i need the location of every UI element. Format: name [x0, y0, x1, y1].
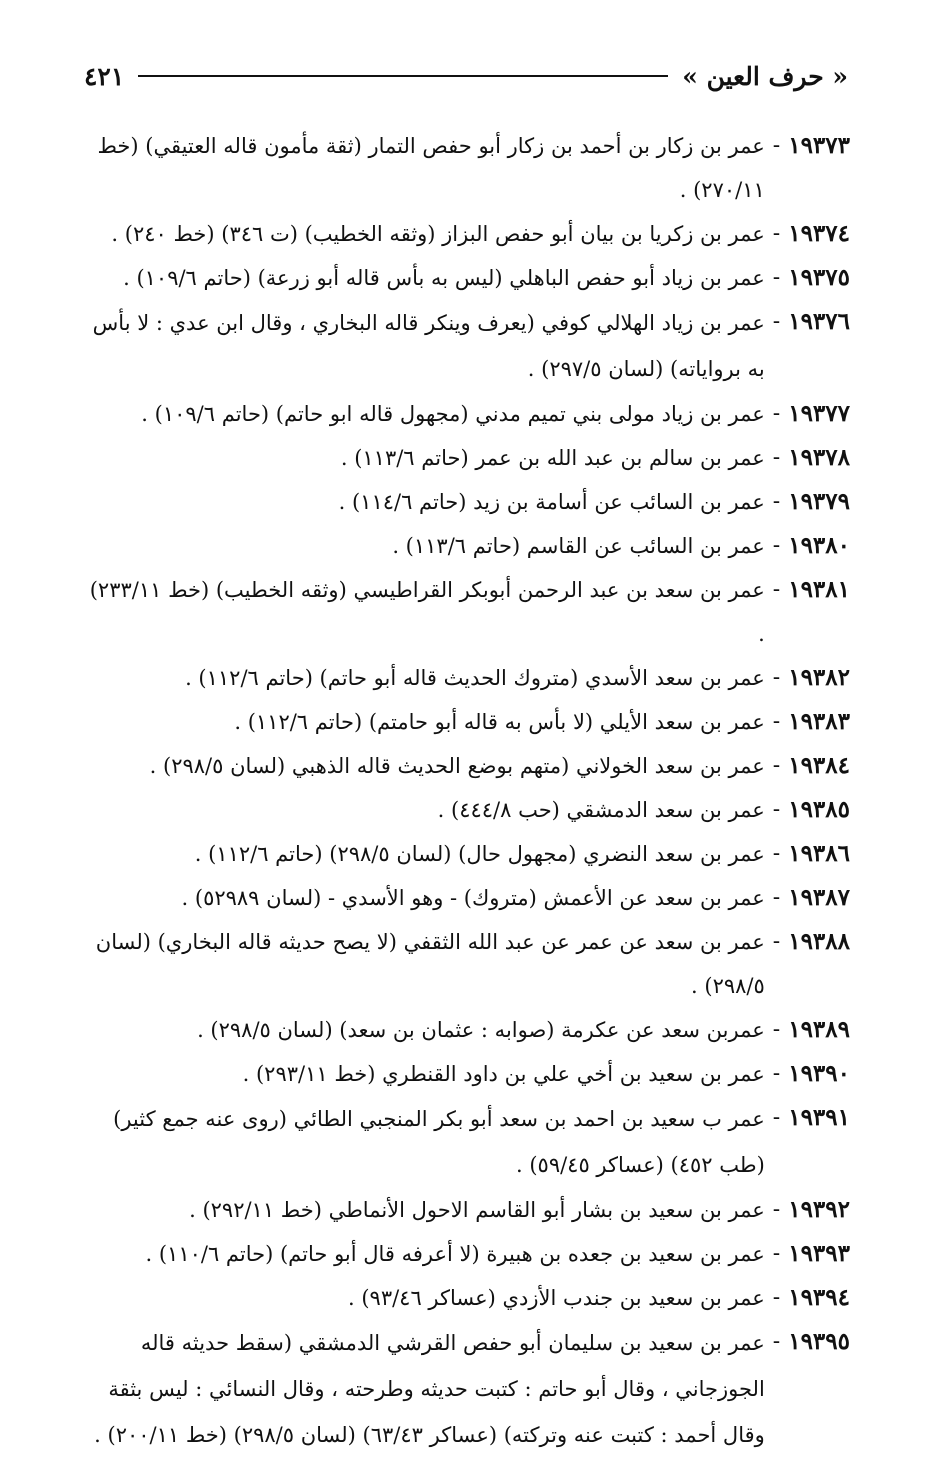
entry-number: ١٩٣٨١ [788, 576, 850, 603]
entry-dash: - [772, 1241, 781, 1266]
entry-text: عمر بن سالم بن عبد الله بن عمر (حاتم ١١٣/٦) . [340, 446, 765, 470]
entry-number: ١٩٣٩٠ [788, 1060, 850, 1087]
entry-text: عمر بن سعد الدمشقي (حب ٤٤٤/٨) . [437, 798, 765, 822]
entry-number: ١٩٣٨٤ [788, 752, 850, 779]
entry-text: عمر بن زكريا بن بيان أبو حفص البزاز (وثقه الخطيب) (ت ٣٤٦) (خط ٢٤٠) . [111, 222, 765, 246]
entry-number: ١٩٣٧٤ [788, 220, 850, 247]
entry [78, 700, 850, 744]
entry-dash: - [772, 221, 781, 246]
entry-text: عمر ب سعيد بن احمد بن سعد أبو بكر المنجبي الطائي (روى عنه جمع كثير) (طب ٤٥٢) (عساكر ٥٩/٤٥) . [113, 1107, 765, 1177]
entry-dash: - [772, 665, 781, 690]
entry-text: عمر بن السائب عن القاسم (حاتم ١١٣/٦) . [392, 534, 765, 558]
entry-text: عمر بن سعيد بن بشار أبو القاسم الاحول الأنماطي (خط ٢٩٢/١١) . [189, 1198, 765, 1222]
entry-number: ١٩٣٧٣ [788, 132, 850, 159]
entry-list [78, 124, 850, 1458]
entry-text: عمر بن سعد عن عمر عن عبد الله الثقفي (لا يصح حديثه قاله البخاري) (لسان ٢٩٨/٥) . [95, 930, 765, 998]
entry-text: عمر بن زياد أبو حفص الباهلي (ليس به بأس قاله أبو زرعة) (حاتم ١٠٩/٦) . [123, 266, 765, 290]
entry-dash: - [772, 1017, 781, 1042]
entry [78, 788, 850, 832]
entry-number: ١٩٣٩١ [788, 1104, 850, 1131]
entry [78, 392, 850, 436]
entry-dash: - [772, 401, 781, 426]
page-header [84, 58, 848, 94]
entry [78, 436, 850, 480]
entry-text: عمر بن سعد النضري (مجهول حال) (لسان ٢٩٨/٥) (حاتم ١١٢/٦) . [194, 842, 765, 866]
entry [78, 1008, 850, 1052]
entry-text: عمر بن سعيد بن جعده بن هبيرة (لا أعرفه قال أبو حاتم) (حاتم ١١٠/٦) . [145, 1242, 765, 1266]
entry-dash: - [772, 797, 781, 822]
entry-text: عمر بن سعيد بن جندب الأزدي (عساكر ٩٣/٤٦) . [348, 1286, 765, 1310]
entry-text: عمر بن زياد الهلالي كوفي (يعرف وينكر قاله البخاري ، وقال ابن عدي : لا بأس به برواياته) (لسان ٢٩٧/٥) . [92, 311, 765, 381]
entry [78, 480, 850, 524]
entry-text: عمر بن سعيد بن أخي علي بن داود القنطري (خط ٢٩٣/١١) . [242, 1062, 765, 1086]
entry [78, 124, 850, 212]
entry-number: ١٩٣٨٨ [788, 928, 850, 955]
entry-number: ١٩٣٩٤ [788, 1284, 850, 1311]
entry-number: ١٩٣٧٥ [788, 264, 850, 291]
entry-number: ١٩٣٨٢ [788, 664, 850, 691]
entry-number: ١٩٣٩٢ [788, 1196, 850, 1223]
entry-dash: - [772, 1197, 781, 1222]
entry-text: عمر بن سعد الأيلي (لا بأس به قاله أبو حامتم) (حاتم ١١٢/٦) . [234, 710, 765, 734]
entry-dash: - [772, 841, 781, 866]
entry-text: عمر بن زكار بن أحمد بن زكار أبو حفص التمار (ثقة مأمون قاله العتيقي) (خط ٢٧٠/١١) . [97, 134, 765, 202]
entry-dash: - [772, 445, 781, 470]
entry [78, 920, 850, 1008]
entry [78, 524, 850, 568]
entry-dash: - [772, 929, 781, 954]
entry-number: ١٩٣٧٩ [788, 488, 850, 515]
entry [78, 568, 850, 656]
entry-text: عمر بن سعد عن الأعمش (متروك) - وهو الأسدي - (لسان ٥٢٩٨٩) . [181, 886, 765, 910]
entry [78, 1232, 850, 1276]
entry-dash: - [772, 709, 781, 734]
entry-dash: - [772, 1329, 781, 1354]
entry-text: عمر بن سعيد بن سليمان أبو حفص القرشي الدمشقي (سقط حديثه قاله الجوزجاني ، وقال أبو حاتم : كتبت حديثه وطرحته ، وقال النسائي : ليس بثقة وقال أحمد : كتبت عنه وتركته) (عساكر ٦٣/٤٣) (لسان ٢٩٨/٥) (خط ٢٠٠/١١) . [94, 1331, 765, 1447]
chapter-title: « حرف العين » [682, 61, 848, 91]
entry-number: ١٩٣٩٣ [788, 1240, 850, 1267]
entry [78, 744, 850, 788]
entry [78, 256, 850, 300]
entry-dash: - [772, 1105, 781, 1130]
entry [78, 212, 850, 256]
entry-number: ١٩٣٧٨ [788, 444, 850, 471]
entry-number: ١٩٣٨٩ [788, 1016, 850, 1043]
entry-number: ١٩٣٨٦ [788, 840, 850, 867]
page-number: ٤٢١ [84, 61, 125, 91]
entry-text: عمر بن سعد الأسدي (متروك الحديث قاله أبو حاتم) (حاتم ١١٢/٦) . [185, 666, 765, 690]
entry [78, 1188, 850, 1232]
entry [78, 832, 850, 876]
entry-dash: - [772, 885, 781, 910]
entry-number: ١٩٣٧٧ [788, 400, 850, 427]
entry-number: ١٩٣٩٥ [788, 1328, 850, 1355]
entry-text: عمربن سعد عن عكرمة (صوابه : عثمان بن سعد) (لسان ٢٩٨/٥) . [197, 1018, 765, 1042]
entry-text: عمر بن السائب عن أسامة بن زيد (حاتم ١١٤/٦) . [338, 490, 765, 514]
entry-number: ١٩٣٧٦ [788, 308, 850, 335]
entry-dash: - [772, 1061, 781, 1086]
entry-number: ١٩٣٨٠ [788, 532, 850, 559]
entry-number: ١٩٣٨٣ [788, 708, 850, 735]
entry-dash: - [772, 265, 781, 290]
entry-number: ١٩٣٨٧ [788, 884, 850, 911]
entry [78, 1096, 850, 1188]
entry-number: ١٩٣٨٥ [788, 796, 850, 823]
entry [78, 1320, 850, 1458]
entry-dash: - [772, 533, 781, 558]
entry [78, 876, 850, 920]
entry-dash: - [772, 489, 781, 514]
entry-text: عمر بن سعد الخولاني (متهم بوضع الحديث قاله الذهبي (لسان ٢٩٨/٥) . [149, 754, 765, 778]
entry [78, 656, 850, 700]
entry [78, 1052, 850, 1096]
entry [78, 1276, 850, 1320]
entry-text: عمر بن زياد مولى بني تميم مدني (مجهول قاله ابو حاتم) (حاتم ١٠٩/٦) . [141, 402, 765, 426]
header-rule [138, 75, 668, 77]
entry [78, 300, 850, 392]
entry-dash: - [772, 577, 781, 602]
entry-dash: - [772, 133, 781, 158]
entry-dash: - [772, 309, 781, 334]
entry-dash: - [772, 1285, 781, 1310]
entry-dash: - [772, 753, 781, 778]
entry-text: عمر بن سعد بن عبد الرحمن أبوبكر القراطيسي (وثقه الخطيب) (خط ٢٣٣/١١) . [89, 578, 765, 646]
